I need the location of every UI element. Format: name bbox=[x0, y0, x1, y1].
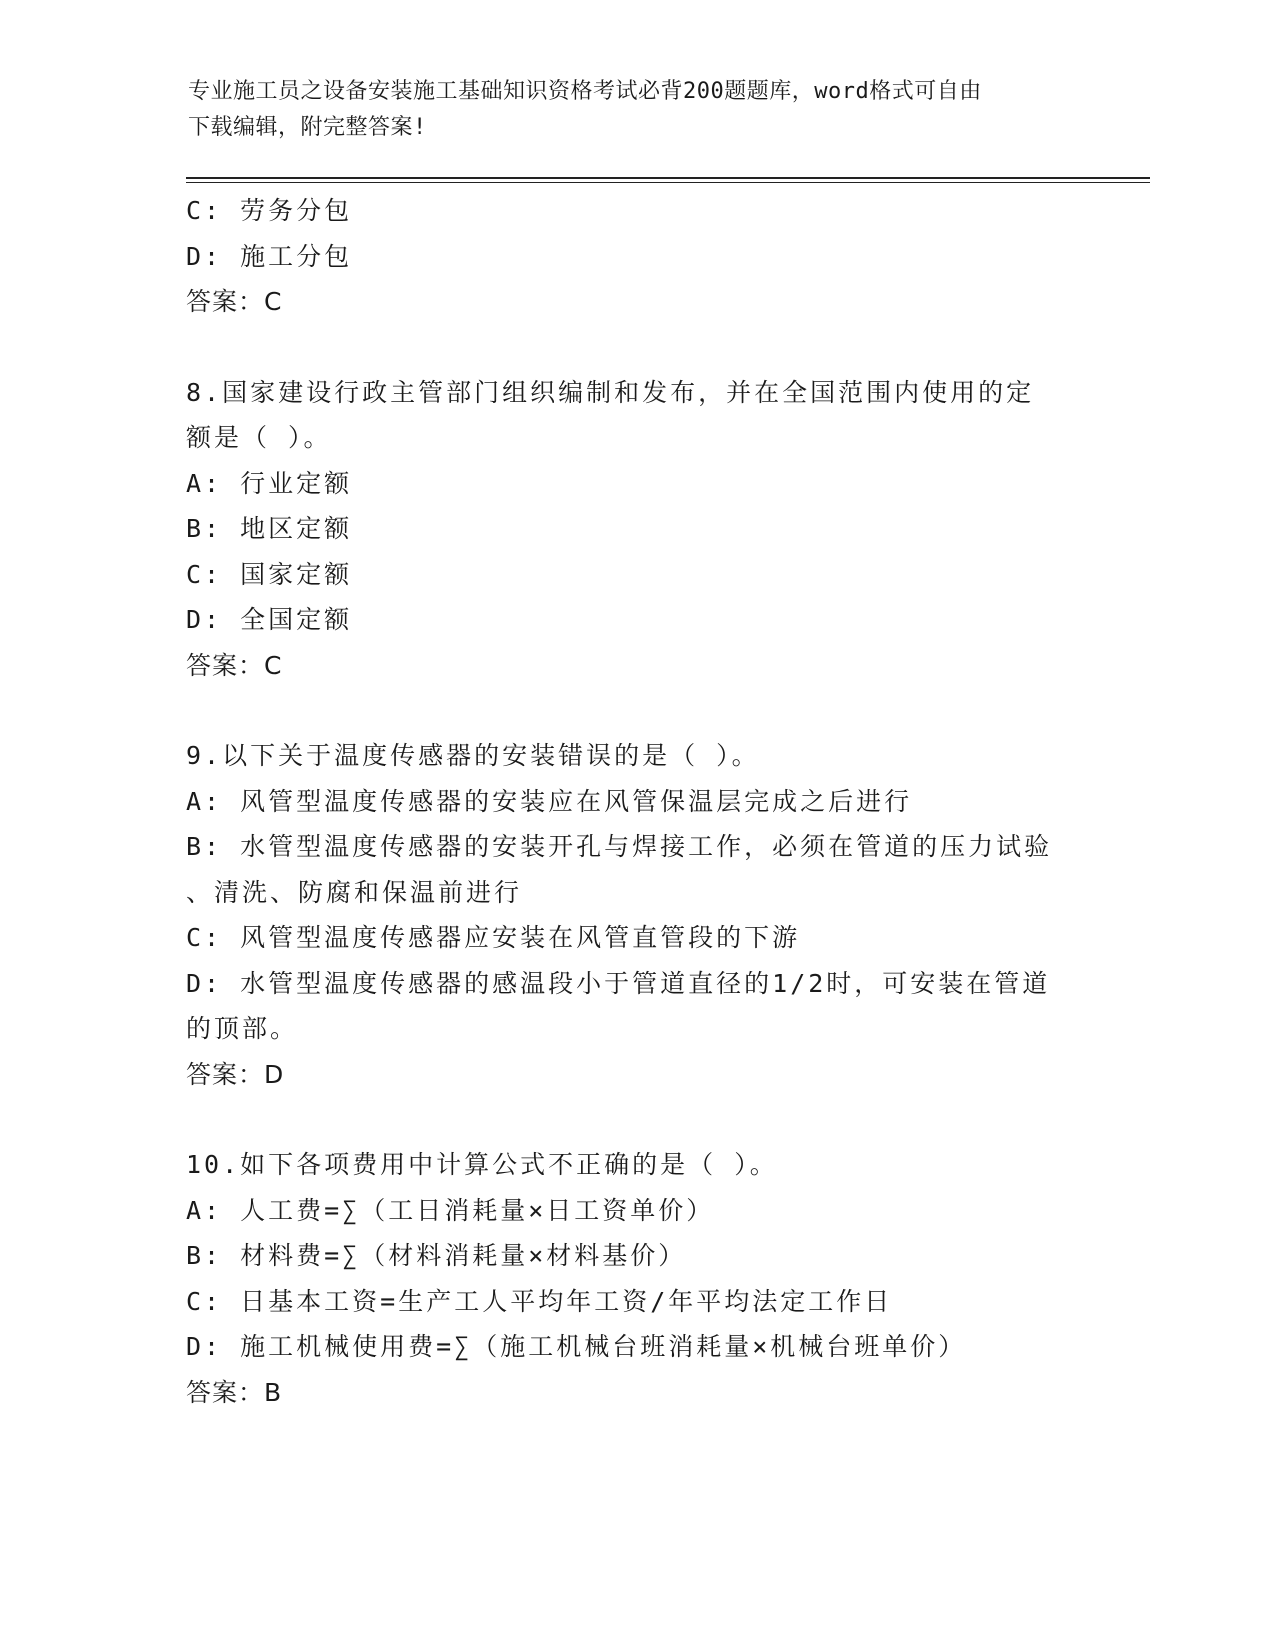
option-d: D: 全国定额 bbox=[186, 605, 353, 634]
header-line-2: 下载编辑，附完整答案! bbox=[188, 115, 427, 140]
question-8 bbox=[186, 370, 1086, 689]
question-spacer bbox=[186, 1097, 1086, 1142]
question-10 bbox=[186, 1142, 1086, 1415]
option-a: A: 风管型温度传感器的安装应在风管保温层完成之后进行 bbox=[186, 786, 913, 816]
option-b: B: 材料费=∑（材料消耗量×材料基价） bbox=[186, 1241, 687, 1270]
answer-line: 答案：C bbox=[186, 650, 283, 680]
option-c: C: 日基本工资=生产工人平均年工资/年平均法定工作日 bbox=[186, 1286, 893, 1316]
question-9 bbox=[186, 733, 1086, 1097]
option-b-continued: 、清洗、防腐和保温前进行 bbox=[186, 877, 523, 907]
header-line-1: 专业施工员之设备安装施工基础知识资格考试必背200题题库，word格式可自由 bbox=[188, 79, 982, 104]
option-a: A: 行业定额 bbox=[186, 468, 353, 498]
option-c: C: 风管型温度传感器应安装在风管直管段的下游 bbox=[186, 923, 801, 952]
question-stem: 9.以下关于温度传感器的安装错误的是（ ）。 bbox=[186, 741, 760, 770]
option-d: D: 水管型温度传感器的感温段小于管道直径的1/2时，可安装在管道 bbox=[186, 968, 1051, 998]
header-divider-thin bbox=[186, 182, 1150, 183]
question-spacer bbox=[186, 325, 1086, 370]
question-stem: 10.如下各项费用中计算公式不正确的是（ ）。 bbox=[186, 1150, 778, 1179]
option-d: D: 施工机械使用费=∑（施工机械台班消耗量×机械台班单价） bbox=[186, 1332, 967, 1361]
question-7-tail bbox=[186, 188, 1086, 325]
answer-line: 答案：C bbox=[186, 287, 283, 316]
answer-line: 答案：B bbox=[186, 1377, 283, 1407]
option-a: A: 人工费=∑（工日消耗量×日工资单价） bbox=[186, 1195, 715, 1225]
option-d: D: 施工分包 bbox=[186, 241, 353, 271]
document-header bbox=[188, 74, 1088, 146]
option-c: C: 国家定额 bbox=[186, 559, 353, 589]
question-spacer bbox=[186, 688, 1086, 733]
option-d-continued: 的顶部。 bbox=[186, 1014, 299, 1043]
question-stem: 8.国家建设行政主管部门组织编制和发布，并在全国范围内使用的定 bbox=[186, 377, 1035, 407]
question-stem-continued: 额是（ ）。 bbox=[186, 423, 332, 452]
question-list bbox=[186, 188, 1086, 1415]
option-c: C: 劳务分包 bbox=[186, 196, 353, 225]
option-b: B: 地区定额 bbox=[186, 514, 353, 543]
option-b: B: 水管型温度传感器的安装开孔与焊接工作，必须在管道的压力试验 bbox=[186, 832, 1053, 861]
header-divider-thick bbox=[186, 177, 1150, 179]
answer-line: 答案：D bbox=[186, 1059, 285, 1089]
